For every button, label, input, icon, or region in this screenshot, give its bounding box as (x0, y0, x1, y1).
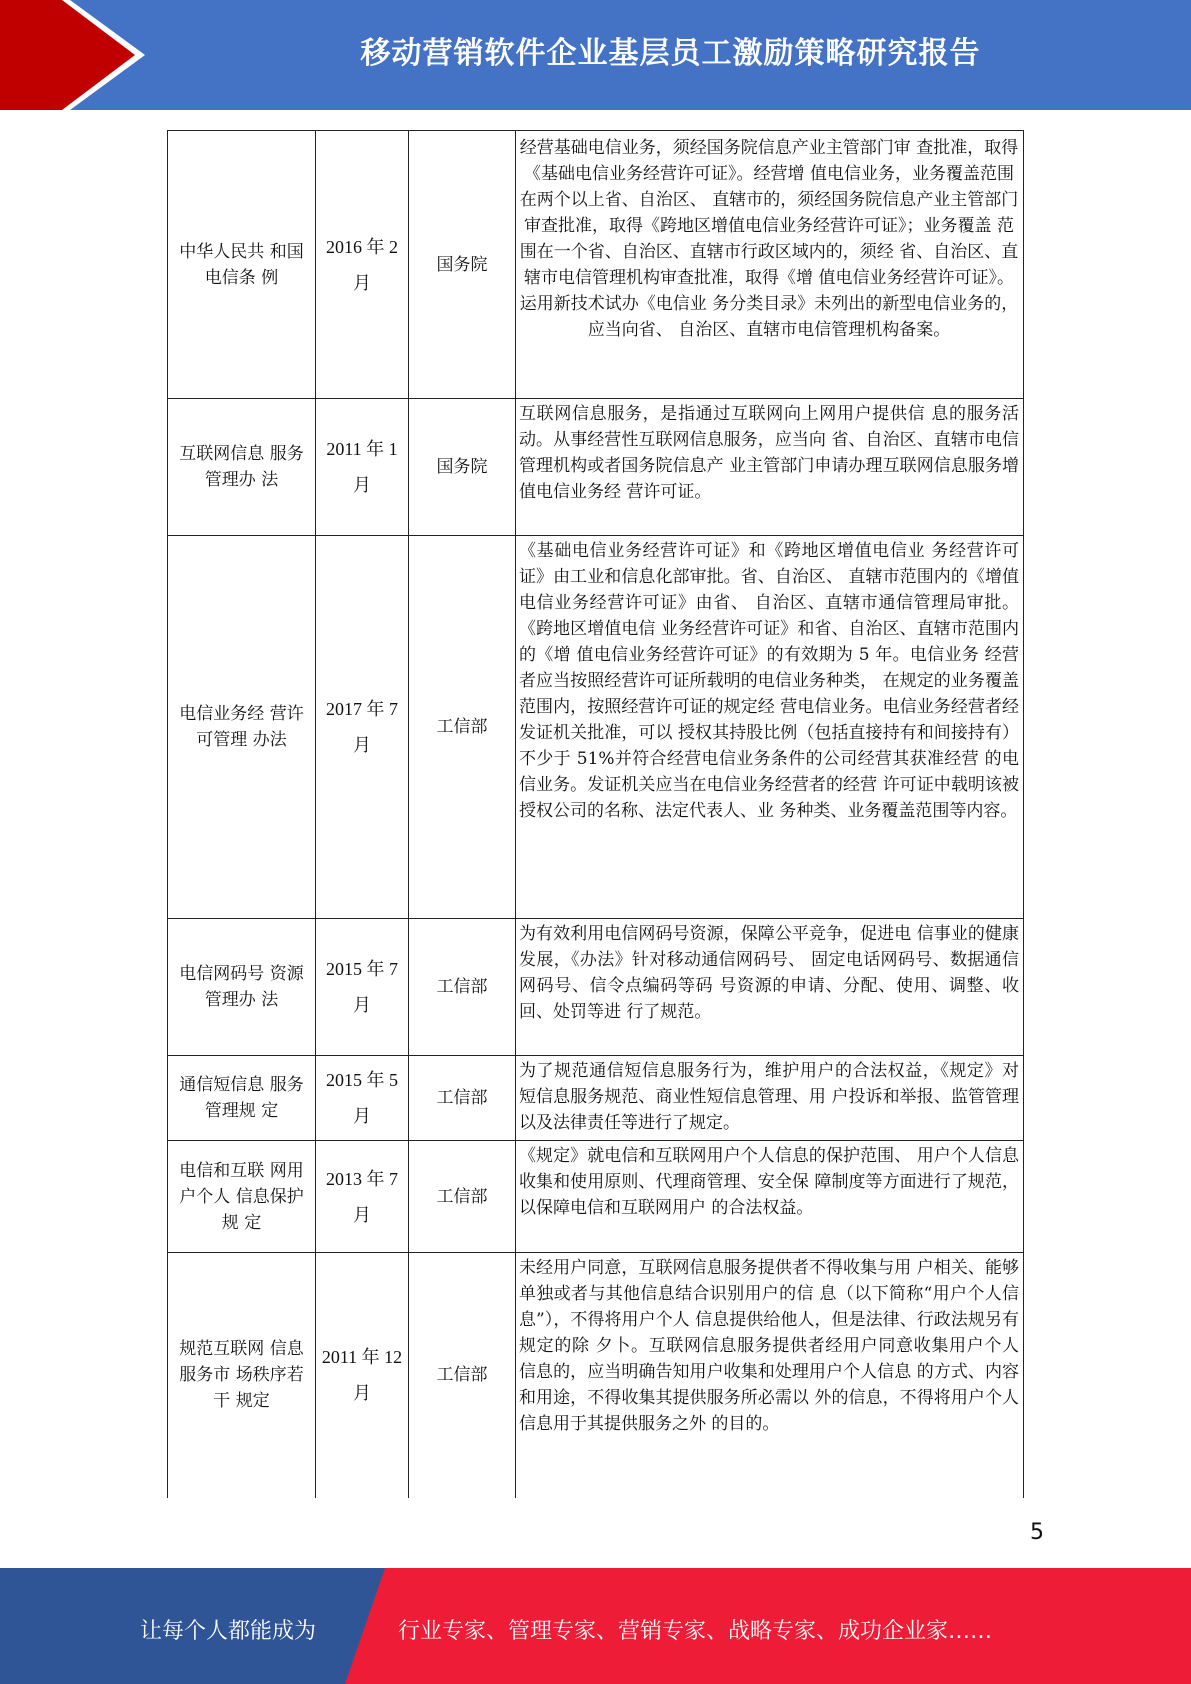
table-row (168, 399, 1024, 536)
regulations-table (167, 130, 1024, 1498)
regulation-date: 2011 年 1 月 (316, 399, 409, 536)
regulation-content: 为有效利用电信网码号资源，保障公平竞争，促进电 信事业的健康发展，《办法》针对移动通信网码号、 固定电话网码号、数据通信网码号、信令点编码等码 号资源的申请、分配、使用、调整、收回、处罚等进 行了规范。 (516, 919, 1024, 1056)
regulation-name: 规范互联网 信息服务市 场秩序若干 规定 (168, 1253, 316, 1498)
regulation-issuer: 工信部 (409, 1056, 516, 1141)
regulation-issuer: 工信部 (409, 1253, 516, 1498)
regulation-date: 2013 年 7 月 (316, 1141, 409, 1253)
regulation-issuer: 工信部 (409, 919, 516, 1056)
regulation-issuer: 工信部 (409, 1141, 516, 1253)
regulation-name: 互联网信息 服务管理办 法 (168, 399, 316, 536)
regulation-name: 中华人民共 和国电信条 例 (168, 131, 316, 399)
regulation-content: 《基础电信业务经营许可证》和《跨地区增值电信业 务经营许可证》由工业和信息化部审批。省、自治区、 直辖市范围内的《增值电信业务经营许可证》由省、 自治区、直辖市通信管理局审批。《跨地区增值电信 业务经营许可证》和省、自治区、直辖市范围内的《增 值电信业务经营许可证》的有效期为 5 年。电信业务 经营者应当按照经营许可证所载明的电信业务种类， 在规定的业务覆盖范围内，按照经营许可证的规定经 营电信业务。电信业务经营者经发证机关批准，可以 授权其持股比例（包括直接持有和间接持有）不少于 51%并符合经营电信业务条件的公司经营其获准经营 的电信业务。发证机关应当在电信业务经营者的经营 许可证中载明该被授权公司的名称、法定代表人、业 务种类、业务覆盖范围等内容。 (516, 536, 1024, 919)
table-row (168, 919, 1024, 1056)
table-row (168, 1141, 1024, 1253)
regulation-name: 电信业务经 营许可管理 办法 (168, 536, 316, 919)
regulation-content: 为了规范通信短信息服务行为，维护用户的合法权益，《规定》对短信息服务规范、商业性短信息管理、用 户投诉和举报、监管管理以及法律责任等进行了规定。 (516, 1056, 1024, 1141)
regulation-date: 2011 年 12 月 (316, 1253, 409, 1498)
regulation-name: 电信网码号 资源管理办 法 (168, 919, 316, 1056)
regulation-issuer: 国务院 (409, 131, 516, 399)
regulation-date: 2016 年 2 月 (316, 131, 409, 399)
regulation-content: 经营基础电信业务，须经国务院信息产业主管部门审 查批准，取得《基础电信业务经营许可证》。经营增 值电信业务，业务覆盖范围在两个以上省、自治区、 直辖市的，须经国务院信息产业主管部门审查批准，取得《跨地区增值电信业务经营许可证》；业务覆盖 范围在一个省、自治区、直辖市行政区域内的，须经 省、自治区、直辖市电信管理机构审查批准，取得《增 值电信业务经营许可证》。运用新技术试办《电信业 务分类目录》未列出的新型电信业务的，应当向省、 自治区、直辖市电信管理机构备案。 (516, 131, 1024, 399)
report-title: 移动营销软件企业基层员工激励策略研究报告 (360, 36, 981, 71)
regulation-date: 2015 年 7 月 (316, 919, 409, 1056)
table-row (168, 1253, 1024, 1498)
table-row (168, 131, 1024, 399)
regulation-date: 2017 年 7 月 (316, 536, 409, 919)
page-footer (0, 1568, 1191, 1684)
regulation-name: 通信短信息 服务管理规 定 (168, 1056, 316, 1141)
regulation-date: 2015 年 5 月 (316, 1056, 409, 1141)
table-row (168, 536, 1024, 919)
footer-slogan-right: 行业专家、管理专家、营销专家、战略专家、成功企业家…… (398, 1619, 993, 1644)
footer-slogan-left: 让每个人都能成为 (140, 1619, 317, 1644)
regulation-content: 《规定》就电信和互联网用户个人信息的保护范围、 用户个人信息收集和使用原则、代理商管理、安全保 障制度等方面进行了规范，以保障电信和互联网用户 的合法权益。 (516, 1141, 1024, 1253)
regulation-name: 电信和互联 网用户个人 信息保护规 定 (168, 1141, 316, 1253)
table-row (168, 1056, 1024, 1141)
regulation-content: 互联网信息服务，是指通过互联网向上网用户提供信 息的服务活动。从事经营性互联网信息服务，应当向 省、自治区、直辖市电信管理机构或者国务院信息产 业主管部门申请办理互联网信息服务增值电信业务经 营许可证。 (516, 399, 1024, 536)
page-number: 5 (1030, 1520, 1044, 1545)
regulation-content: 未经用户同意，互联网信息服务提供者不得收集与用 户相关、能够单独或者与其他信息结合识别用户的信 息（以下简称“用户个人信息”），不得将用户个人 信息提供给他人，但是法律、行政法规另有规定的除 夕卜。互联网信息服务提供者经用户同意收集用户个人 信息的，应当明确告知用户收集和处理用户个人信息 的方式、内容和用途，不得收集其提供服务所必需以 外的信息，不得将用户个人信息用于其提供服务之外 的目的。 (516, 1253, 1024, 1498)
regulation-issuer: 国务院 (409, 399, 516, 536)
regulation-issuer: 工信部 (409, 536, 516, 919)
page-header (0, 0, 1191, 110)
